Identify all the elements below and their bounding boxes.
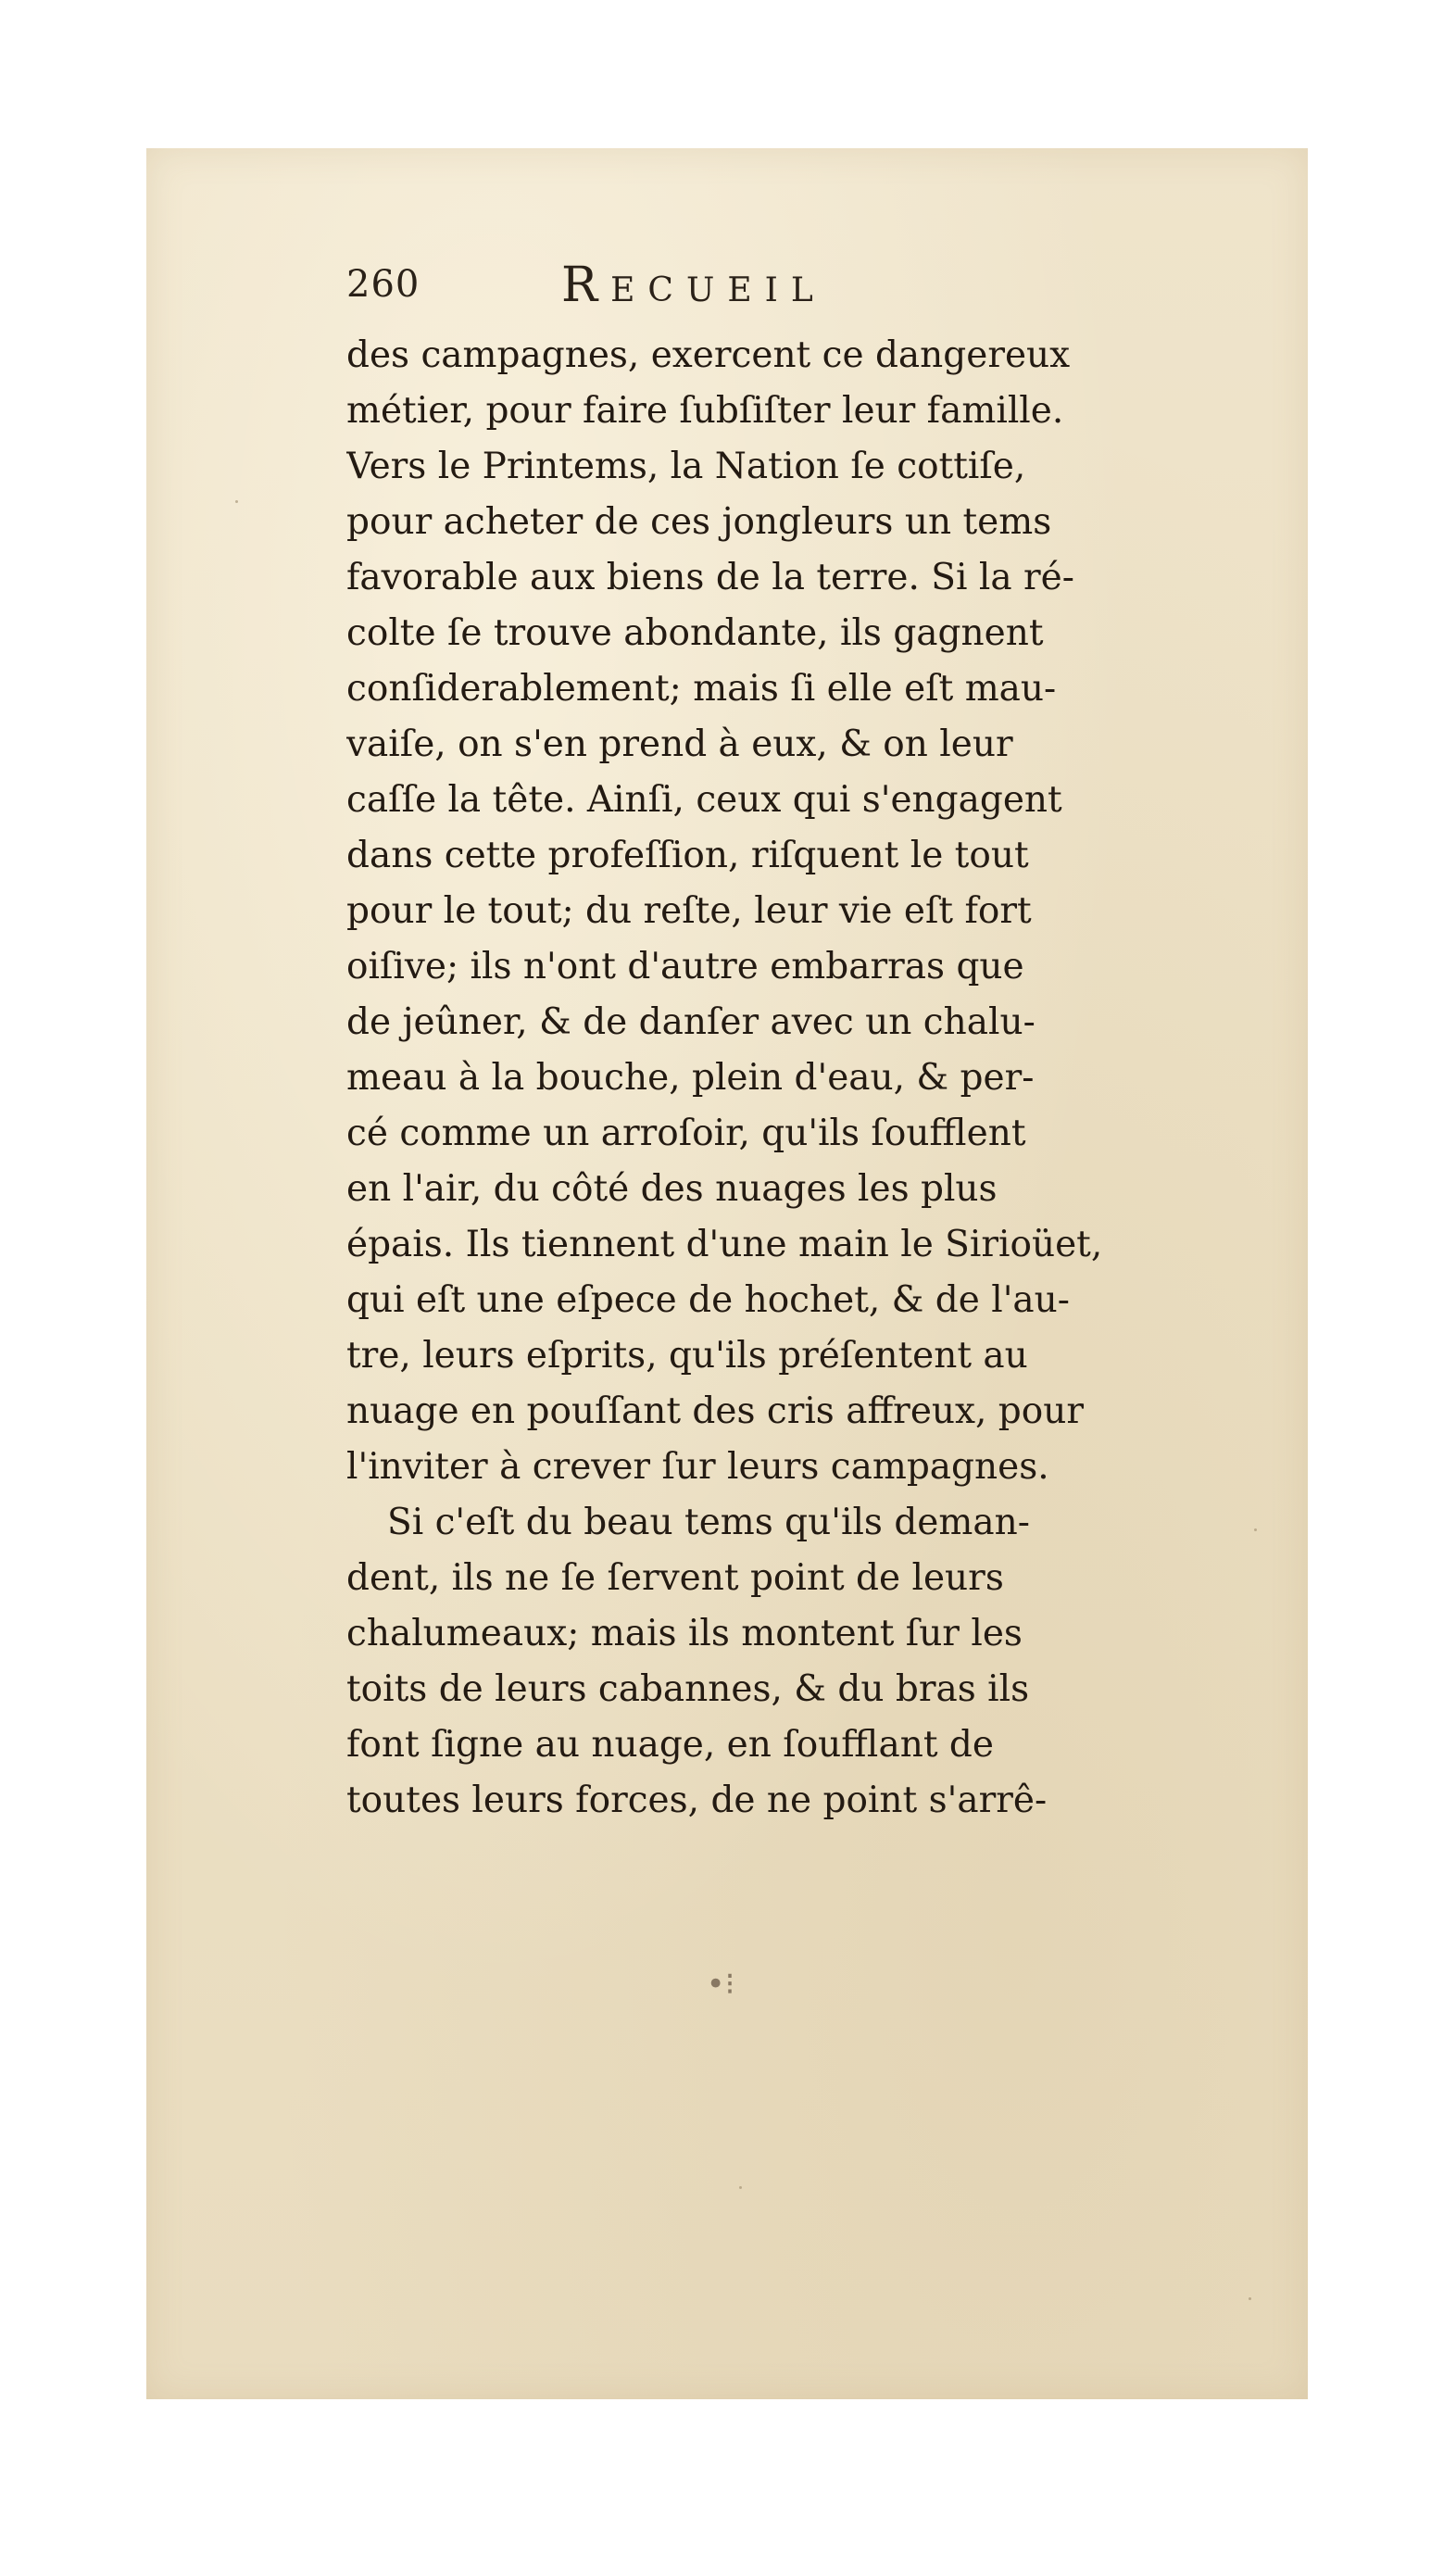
text-line: meau à la bouche, plein d'eau, & per- xyxy=(346,1057,1035,1099)
text-line: conſiderablement; mais ſi elle eſt mau- xyxy=(346,668,1057,710)
text-line-paragraph-start: Si c'eſt du beau tems qu'ils deman- xyxy=(387,1502,1030,1543)
paper-speck xyxy=(1254,1528,1257,1531)
text-line: dent, ils ne ſe ſervent point de leurs xyxy=(346,1557,1004,1599)
text-line: colte ſe trouve abondante, ils gagnent xyxy=(346,612,1044,654)
text-line: épais. Ils tiennent d'une main le Sirioüet, xyxy=(346,1224,1103,1265)
text-line: chalumeaux; mais ils montent ſur les xyxy=(346,1613,1023,1654)
text-line: qui eſt une eſpece de hochet, & de l'au- xyxy=(346,1279,1070,1321)
body-text xyxy=(346,328,1219,1829)
text-line: oiſive; ils n'ont d'autre embarras que xyxy=(346,946,1024,987)
text-line: vaiſe, on s'en prend à eux, & on leur xyxy=(346,723,1013,765)
running-head xyxy=(346,258,1273,332)
text-line: des campagnes, exercent ce dangereux xyxy=(346,334,1071,376)
printer-ornament-icon: •⁝ xyxy=(706,1966,735,2003)
text-line: pour acheter de ces jongleurs un tems xyxy=(346,501,1052,543)
text-line: tre, leurs eſprits, qu'ils préſentent au xyxy=(346,1335,1028,1377)
text-line: font ſigne au nuage, en ſoufflant de xyxy=(346,1724,994,1766)
text-line: toutes leurs forces, de ne point s'arrê- xyxy=(346,1780,1048,1821)
text-line: caſſe la tête. Ainſi, ceux qui s'engagent xyxy=(346,779,1062,821)
paper-speck xyxy=(739,2186,742,2189)
text-line: l'inviter à crever ſur leurs campagnes. xyxy=(346,1446,1049,1488)
paper-speck xyxy=(235,500,238,503)
page-number: 260 xyxy=(346,263,420,306)
text-line: nuage en pouſſant des cris affreux, pour xyxy=(346,1390,1085,1432)
text-line: dans cette profeſſion, riſquent le tout xyxy=(346,835,1029,876)
paper-speck xyxy=(1249,2297,1251,2300)
text-line: Vers le Printems, la Nation ſe cottiſe, xyxy=(346,446,1026,487)
text-line: en l'air, du côté des nuages les plus xyxy=(346,1168,998,1210)
text-line: cé comme un arroſoir, qu'ils ſoufflent xyxy=(346,1113,1026,1154)
text-line: toits de leurs cabannes, & du bras ils xyxy=(346,1668,1030,1710)
running-title: Recueil xyxy=(561,258,826,313)
text-line: de jeûner, & de danſer avec un chalu- xyxy=(346,1001,1036,1043)
page-scan xyxy=(146,148,1308,2399)
text-line: favorable aux biens de la terre. Si la ré- xyxy=(346,557,1074,598)
text-line: métier, pour faire ſubſiſter leur famille. xyxy=(346,390,1064,432)
text-line: pour le tout; du reſte, leur vie eſt fort xyxy=(346,890,1032,932)
